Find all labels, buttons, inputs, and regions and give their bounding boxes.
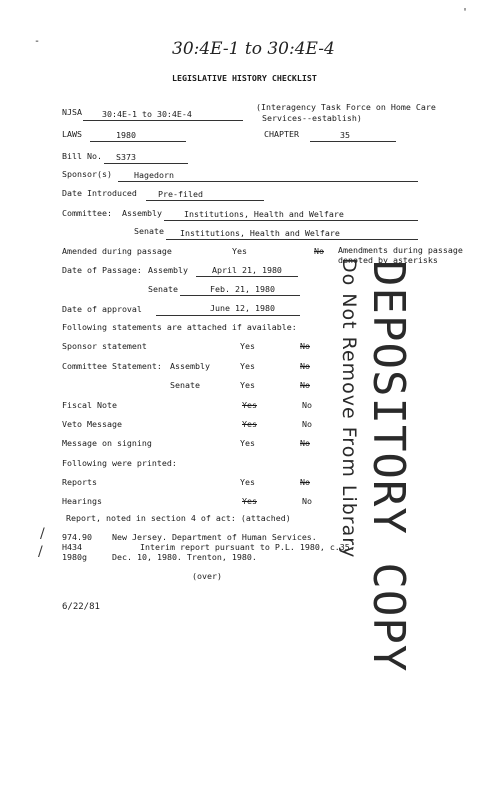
approval-underline (156, 315, 300, 316)
sponsor-statement-yes: Yes (240, 341, 255, 351)
committee-statement-assembly-yes: Yes (240, 361, 255, 371)
report-note: Report, noted in section 4 of act: (attached) (66, 513, 291, 523)
committee-senate-label: Senate (134, 226, 164, 236)
hearings-label: Hearings (62, 496, 102, 506)
amended-note-1: Amendments during passage (338, 245, 463, 255)
do-not-remove-stamp: Do Not Remove From Library (338, 258, 360, 559)
reports-label: Reports (62, 477, 97, 487)
reports-yes: Yes (240, 477, 255, 487)
laws-label: LAWS (62, 129, 82, 139)
passage-senate-value: Feb. 21, 1980 (210, 284, 275, 294)
chapter-value: 35 (340, 130, 350, 140)
sponsor-value: Hagedorn (134, 170, 174, 180)
sponsor-statement-no: No (300, 341, 310, 351)
stray-mark: ' (462, 7, 469, 18)
njsa-underline (83, 120, 243, 121)
amended-note-2: denoted by asterisks (338, 255, 438, 265)
passage-senate-underline (180, 295, 300, 296)
handwritten-heading: 30:4E-1 to 30:4E-4 (172, 39, 335, 59)
citation-bracket: / (38, 544, 43, 560)
signing-message-label: Message on signing (62, 438, 152, 448)
fiscal-note-label: Fiscal Note (62, 400, 117, 410)
veto-message-label: Veto Message (62, 419, 122, 429)
fiscal-note-no: No (302, 400, 312, 410)
printed-heading: Following were printed: (62, 458, 177, 468)
chapter-label: CHAPTER (264, 129, 299, 139)
amended-label: Amended during passage (62, 246, 172, 256)
page-title: LEGISLATIVE HISTORY CHECKLIST (172, 73, 317, 83)
bill-label: Bill No. (62, 151, 102, 161)
date-introduced-label: Date Introduced (62, 188, 137, 198)
citation-bracket: / (40, 526, 45, 542)
njsa-value: 30:4E-1 to 30:4E-4 (102, 109, 192, 119)
committee-statement-label: Committee Statement: (62, 361, 162, 371)
hearings-yes: Yes (242, 496, 257, 506)
amended-no: No (314, 246, 324, 256)
date-introduced-value: Pre-filed (158, 189, 203, 199)
over-note: (over) (192, 571, 222, 581)
stray-mark: - (34, 36, 41, 47)
committee-senate-value: Institutions, Health and Welfare (180, 228, 340, 238)
approval-label: Date of approval (62, 304, 142, 314)
date-introduced-underline (146, 200, 264, 201)
laws-value: 1980 (116, 130, 136, 140)
veto-message-no: No (302, 419, 312, 429)
committee-statement-senate-yes: Yes (240, 380, 255, 390)
statements-heading: Following statements are attached if available: (62, 322, 297, 332)
citation-call-number-3: 1980g (62, 552, 87, 562)
committee-assembly-label: Assembly (122, 208, 162, 218)
depository-copy-stamp: DEPOSITORY COPY (363, 260, 414, 673)
signing-message-yes: Yes (240, 438, 255, 448)
approval-value: June 12, 1980 (210, 303, 275, 313)
citation-call-number-2: H434 (62, 542, 82, 552)
hearings-no: No (302, 496, 312, 506)
njsa-label: NJSA (62, 107, 82, 117)
sponsor-underline (118, 181, 418, 182)
laws-underline (90, 141, 186, 142)
committee-label: Committee: (62, 208, 112, 218)
chapter-underline (310, 141, 396, 142)
committee-assembly-underline (164, 220, 418, 221)
citation-line-3: Dec. 10, 1980. Trenton, 1980. (112, 552, 257, 562)
bill-underline (104, 163, 188, 164)
citation-call-number-1: 974.90 (62, 532, 92, 542)
fiscal-note-yes: Yes (242, 400, 257, 410)
reports-no: No (300, 477, 310, 487)
veto-message-yes: Yes (242, 419, 257, 429)
committee-statement-senate-label: Senate (170, 380, 200, 390)
committee-assembly-value: Institutions, Health and Welfare (184, 209, 344, 219)
njsa-description-1: (Interagency Task Force on Home Care (256, 102, 436, 112)
amended-yes: Yes (232, 246, 247, 256)
sponsor-statement-label: Sponsor statement (62, 341, 147, 351)
njsa-description-2: Services--establish) (262, 113, 362, 123)
citation-line-2: Interim report pursuant to P.L. 1980, c.35. (140, 542, 355, 552)
bill-value: S373 (116, 152, 136, 162)
passage-label: Date of Passage: (62, 265, 142, 275)
committee-statement-senate-no: No (300, 380, 310, 390)
signing-message-no: No (300, 438, 310, 448)
citation-line-1: New Jersey. Department of Human Services. (112, 532, 317, 542)
passage-assembly-label: Assembly (148, 265, 188, 275)
committee-statement-assembly-label: Assembly (170, 361, 210, 371)
passage-assembly-value: April 21, 1980 (212, 265, 282, 275)
sponsor-label: Sponsor(s) (62, 169, 112, 179)
passage-senate-label: Senate (148, 284, 178, 294)
date-stamp: 6/22/81 (62, 602, 100, 612)
passage-assembly-underline (196, 276, 298, 277)
committee-senate-underline (166, 239, 418, 240)
committee-statement-assembly-no: No (300, 361, 310, 371)
